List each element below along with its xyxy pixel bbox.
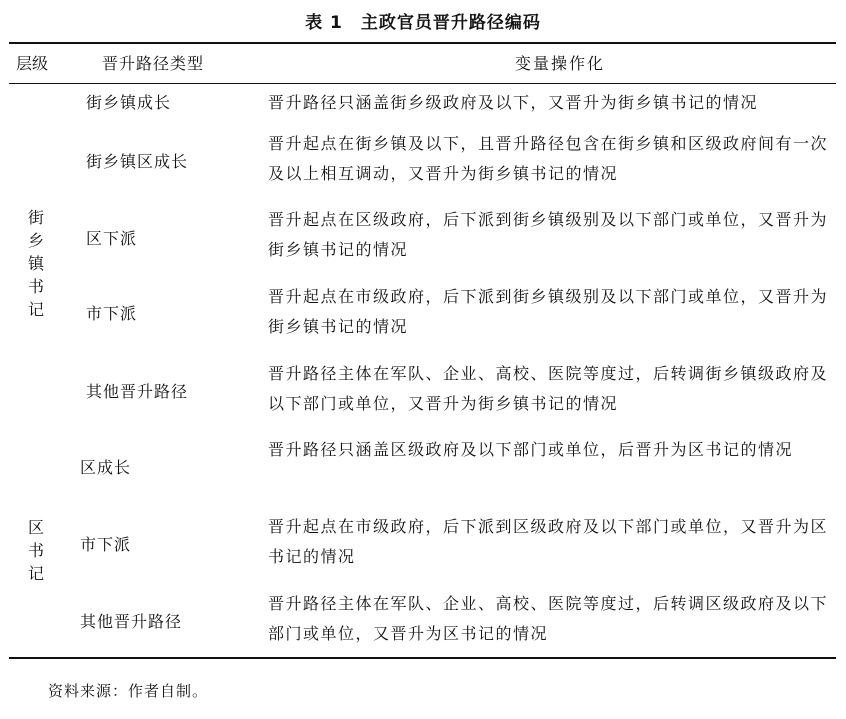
bottom-rule	[9, 657, 836, 659]
table-caption: 主政官员晋升路径编码	[360, 13, 541, 33]
row-type: 区下派	[86, 229, 138, 248]
row-type: 街乡镇区成长	[86, 152, 189, 171]
group-level-label: 区 书 记	[27, 518, 44, 583]
row-operationalization: 晋升路径只涵盖区级政府及以下部门或单位，后晋升为区书记的情况	[268, 440, 794, 459]
header-level: 层级	[16, 54, 49, 73]
row-operationalization: 晋升路径主体在军队、企业、高校、医院等度过，后转调区级政府及以下部门或单位，又晋升为区书记的情况	[268, 594, 829, 643]
row-operationalization: 晋升起点在市级政府，后下派到街乡镇级别及以下部门或单位，又晋升为街乡镇书记的情况	[268, 287, 829, 336]
row-type: 其他晋升路径	[86, 382, 189, 401]
header-type: 晋升路径类型	[102, 54, 205, 73]
table-source-note: 资料来源：作者自制。	[48, 682, 209, 700]
table-title	[0, 8, 846, 33]
header-rule	[9, 83, 836, 84]
row-operationalization: 晋升路径主体在军队、企业、高校、医院等度过，后转调街乡镇级政府及以下部门或单位，又晋升为街乡镇书记的情况	[268, 364, 829, 413]
row-type: 市下派	[86, 304, 138, 323]
row-operationalization: 晋升起点在区级政府，后下派到街乡镇级别及以下部门或单位，又晋升为街乡镇书记的情况	[268, 210, 829, 259]
row-operationalization: 晋升路径只涵盖街乡级政府及以下，又晋升为街乡镇书记的情况	[268, 93, 759, 112]
row-type: 市下派	[80, 535, 132, 554]
row-operationalization: 晋升起点在市级政府，后下派到区级政府及以下部门或单位，又晋升为区书记的情况	[268, 517, 829, 566]
table-number: 表 1	[305, 13, 343, 33]
row-type: 其他晋升路径	[80, 612, 183, 631]
top-rule	[9, 42, 836, 44]
group-level-label: 街 乡 镇 书 记	[27, 208, 44, 319]
group-level-township	[24, 206, 48, 321]
row-operationalization: 晋升起点在街乡镇及以下，且晋升路径包含在街乡镇和区级政府间有一次及以上相互调动，又晋升为街乡镇书记的情况	[268, 134, 829, 183]
group-level-district	[24, 516, 48, 585]
header-operationalization: 变量操作化	[514, 54, 605, 73]
row-type: 街乡镇成长	[86, 93, 172, 112]
row-type: 区成长	[80, 458, 132, 477]
